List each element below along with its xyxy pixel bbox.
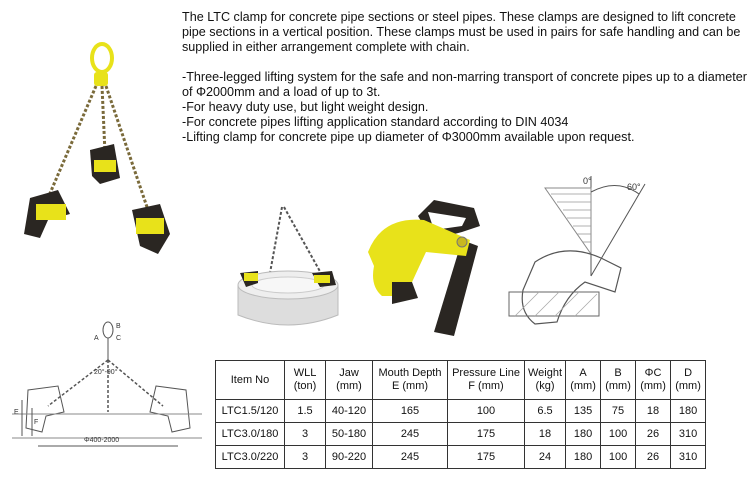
clamp-right [132,204,170,254]
sixty-degree-line [591,184,645,276]
cell-mouth-depth: 245 [373,423,448,446]
pipe-lifting-photo [232,205,344,335]
table-row [216,446,706,469]
cell-wll: 3 [285,423,326,446]
feature-item: -Lifting clamp for concrete pipe up diameter of Φ3000mm available upon request. [182,130,635,144]
cell-weight: 18 [525,423,566,446]
header-weight: Weight (kg) [525,361,566,400]
dim-f-label: F [34,419,39,426]
header-mouth-depth: Mouth Depth E (mm) [373,361,448,400]
intro-paragraph: The LTC clamp for concrete pipe sections or steel pipes. These clamps are designed to lift concrete pipe sections in a vertical position. These clamps must be used in pairs for safe handling and can be supplied in either arrangement complete with chain. [182,10,741,54]
cell-item-no: LTC3.0/180 [216,423,285,446]
span-label: Φ400-2000 [84,437,120,444]
dim-c-label: C [116,335,122,342]
header-pressure-line: Pressure Line F (mm) [448,361,525,400]
cell-c: 18 [636,400,671,423]
cell-b: 75 [601,400,636,423]
clamp-left [24,190,70,238]
cell-c: 26 [636,446,671,469]
cell-d: 310 [671,446,706,469]
cell-a: 180 [566,423,601,446]
spec-table [215,360,706,469]
dim-b-label: B [116,323,121,330]
angle-zero-label: 0° [583,176,592,186]
dim-a-label: A [94,335,99,342]
cell-mouth-depth: 165 [373,400,448,423]
header-item-no: Item No [216,361,285,400]
cell-jaw: 40-120 [326,400,373,423]
chain-legs [270,207,322,275]
clamp-pad [392,282,418,304]
chain-legs [48,360,163,412]
feature-item: -For concrete pipes lifting application standard according to DIN 4034 [182,115,569,129]
sling-angle-label: 20°-90° [94,369,118,376]
header-d: D (mm) [671,361,706,400]
dim-e-label: E [14,409,19,416]
header-jaw: Jaw (mm) [326,361,373,400]
cell-weight: 24 [525,446,566,469]
cell-weight: 6.5 [525,400,566,423]
pivot-bolt [457,237,467,247]
cell-jaw: 50-180 [326,423,373,446]
cell-pressure-line: 175 [448,446,525,469]
cell-wll: 3 [285,446,326,469]
pipe-hatch [515,292,597,316]
cell-b: 100 [601,446,636,469]
table-row [216,423,706,446]
hatch-zone [545,188,591,254]
header-a: A (mm) [566,361,601,400]
cell-pressure-line: 175 [448,423,525,446]
master-link [92,44,112,72]
cell-d: 180 [671,400,706,423]
clamp-closeup-photo [362,196,487,342]
feature-item: -Three-legged lifting system for the safe and non-marring transport of concrete pipes up to a diameter of Φ2000mm and a load of up to 3t. [182,70,747,99]
coupling-link [94,72,108,86]
header-wll: WLL (ton) [285,361,326,400]
clamp-middle [90,144,120,184]
feature-list [182,70,752,145]
header-c: ΦC (mm) [636,361,671,400]
pipe-inner [252,277,324,293]
hatch-lines [551,194,591,242]
cell-item-no: LTC3.0/220 [216,446,285,469]
table-header-row [216,361,706,400]
cell-a: 135 [566,400,601,423]
cell-c: 26 [636,423,671,446]
cell-mouth-depth: 245 [373,446,448,469]
angle-sixty-label: 60° [627,182,641,192]
clamp-angle-diagram [505,172,655,342]
table-row [216,400,706,423]
three-leg-clamp-photo [10,38,175,260]
feature-item: -For heavy duty use, but light weight design. [182,100,429,114]
clamp-right-body [314,275,330,283]
cell-wll: 1.5 [285,400,326,423]
clamp-left-body [244,273,258,281]
header-b: B (mm) [601,361,636,400]
cell-jaw: 90-220 [326,446,373,469]
cell-b: 100 [601,423,636,446]
cell-item-no: LTC1.5/120 [216,400,285,423]
cell-pressure-line: 100 [448,400,525,423]
cell-a: 180 [566,446,601,469]
dimension-drawing [8,316,206,484]
cell-d: 310 [671,423,706,446]
clamp-outline [522,251,621,324]
master-link [103,322,113,338]
clamp-right [150,386,190,432]
